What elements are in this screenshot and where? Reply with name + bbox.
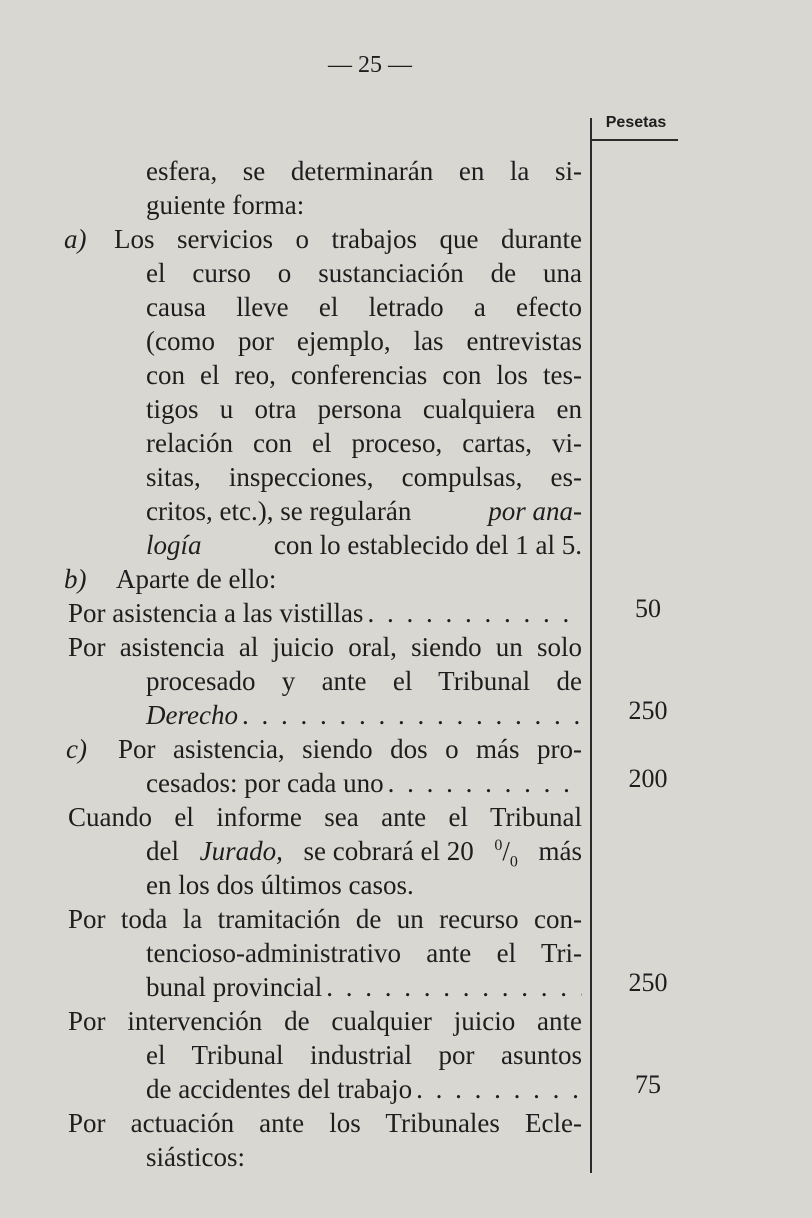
text-line: en los dos últimos casos. <box>146 870 414 900</box>
amount-value: 250 <box>628 696 668 725</box>
text-line: sitas, inspecciones, compulsas, es- <box>146 462 582 492</box>
leader-dots <box>388 766 582 800</box>
text-line: tigos u otra persona cualquiera en <box>146 394 582 424</box>
amount-value: 50 <box>635 594 661 623</box>
text-line <box>146 494 582 528</box>
text-span-italic: Jurado, <box>199 836 283 866</box>
text-line <box>146 528 582 562</box>
text-line: (como por ejemplo, las entrevistas <box>146 326 582 356</box>
text-line: Cuando el informe sea ante el Tribunal <box>68 802 582 832</box>
text-span-italic: por ana- <box>488 496 582 526</box>
text-span-italic: logía <box>146 530 202 560</box>
text-line: el curso o sustanciación de una <box>146 258 582 288</box>
text-line: Por asistencia al juicio oral, siendo un solo <box>68 632 582 662</box>
text-span: se cobrará el 20 <box>303 836 474 866</box>
text-span: cesados: por cada uno <box>146 768 384 798</box>
item-label-c: c) <box>66 734 87 764</box>
text-span: bunal provincial <box>146 972 323 1002</box>
leader-line <box>68 596 582 630</box>
item-label-a: a) <box>64 224 87 254</box>
text-span: con lo establecido del 1 al 5. <box>273 530 582 560</box>
text-line: causa lleve el letrado a efecto <box>146 292 582 322</box>
amount-value: 200 <box>628 764 668 793</box>
text-span: del <box>146 836 179 866</box>
text-line: procesado y ante el Tribunal de <box>146 666 582 696</box>
text-line: guiente forma: <box>146 190 305 220</box>
percent-sign <box>494 834 518 879</box>
column-divider <box>590 118 592 1173</box>
leader-line <box>146 766 582 800</box>
leader-dots <box>242 698 582 732</box>
text-span: critos, etc.), se regularán <box>146 496 412 526</box>
text-line: Por intervención de cualquier juicio ante <box>68 1006 582 1036</box>
leader-dots <box>416 1072 582 1106</box>
text-span: Por asistencia a las vistillas <box>68 598 364 628</box>
text-span: más <box>538 836 582 866</box>
leader-dots <box>326 970 582 1004</box>
page-number: — 25 — <box>328 52 412 78</box>
item-label-b: b) <box>64 564 87 594</box>
text-line: Por toda la tramitación de un recurso con- <box>68 904 582 934</box>
text-line: relación con el proceso, cartas, vi- <box>146 428 582 458</box>
leader-line <box>146 1072 582 1106</box>
column-header-rule <box>590 139 678 141</box>
text-line: esfera, se determinarán en la si- <box>146 156 582 186</box>
amount-value: 75 <box>635 1070 661 1099</box>
amount-value: 250 <box>628 968 668 997</box>
text-line: Por asistencia, siendo dos o más pro- <box>118 734 582 764</box>
text-span-italic: Derecho <box>146 700 238 730</box>
leader-dots <box>367 596 582 630</box>
column-header: Pesetas <box>605 114 667 131</box>
text-line: Por actuación ante los Tribunales Ecle- <box>68 1108 582 1138</box>
leader-line <box>146 698 582 732</box>
leader-line <box>146 970 582 1004</box>
percent-denominator: 0 <box>509 853 518 871</box>
text-line: Aparte de ello: <box>116 564 277 594</box>
text-span: de accidentes del trabajo <box>146 1074 413 1104</box>
text-line: el Tribunal industrial por asuntos <box>146 1040 582 1070</box>
text-line: siásticos: <box>146 1142 245 1172</box>
text-line: Los servicios o trabajos que durante <box>114 224 582 254</box>
text-line: con el reo, conferencias con los tes- <box>146 360 582 390</box>
percent-slash: / <box>502 836 510 866</box>
text-line: tencioso-administrativo ante el Tri- <box>146 938 582 968</box>
percent-numerator: 0 <box>494 837 503 854</box>
